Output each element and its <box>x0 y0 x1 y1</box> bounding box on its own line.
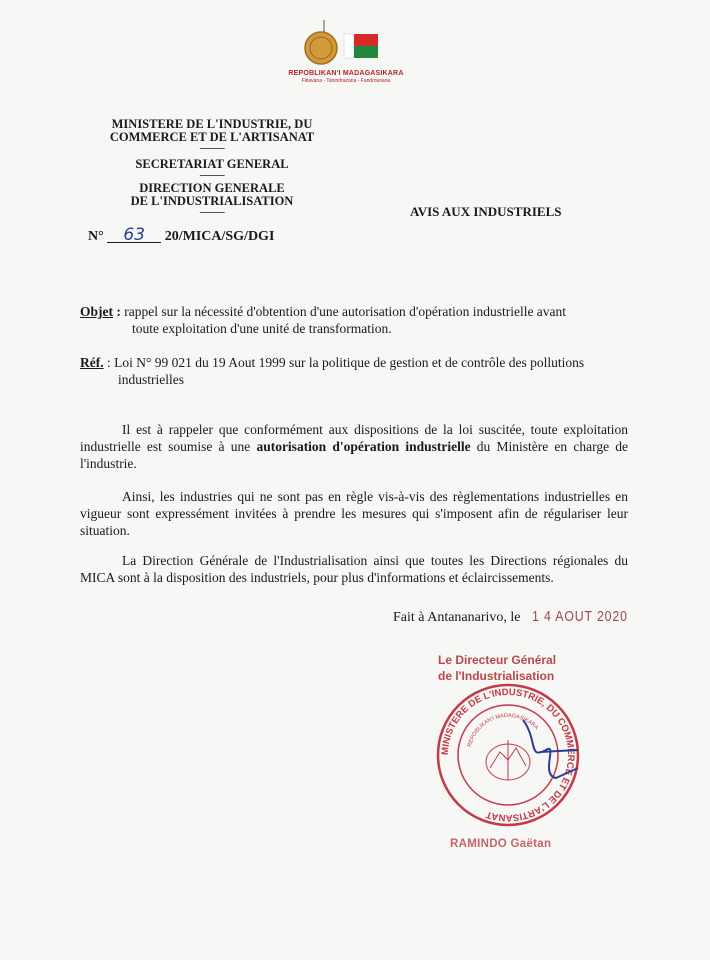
signer-name: RAMINDO Gaëtan <box>450 838 552 850</box>
ministry-name-line1: MINISTERE DE L'INDUSTRIE, DU <box>111 117 313 131</box>
separator: ---------- <box>199 170 225 180</box>
stamp-outer-text: MINISTERE DE L'INDUSTRIE, DU COMMERCE ET DE L'ARTISANAT <box>439 686 577 824</box>
republic-motto: Fitiavana - Tanindrazana - Fandrosoana <box>301 78 391 84</box>
objet-text-line2: toute exploitation d'une unité de transformation. <box>132 321 392 336</box>
ref-section: Réf. : Loi N° 99 021 du 19 Aout 1999 sur la politique de gestion et de contrôle des pollutions industrielles <box>80 354 628 388</box>
number-prefix: N° <box>88 229 104 244</box>
date-stamp: 1 4 AOUT 2020 <box>532 609 628 625</box>
place-date <box>393 609 645 626</box>
ref-text-line1: Loi N° 99 021 du 19 Aout 1999 sur la politique de gestion et de contrôle des pollutions <box>114 355 585 370</box>
signatory-title-line2: de l'Industrialisation <box>438 669 555 683</box>
ref-text-line2: industrielles <box>118 372 184 387</box>
handwritten-number: 63 <box>107 228 161 243</box>
paragraph-1 <box>80 421 628 472</box>
ministry-name-line2: COMMERCE ET DE L'ARTISANAT <box>109 130 315 144</box>
official-stamp <box>428 680 588 830</box>
flag-icon <box>344 34 378 58</box>
objet-label: Objet <box>80 304 113 319</box>
paragraph-1-end: du Ministère en charge de l'industrie. <box>80 439 629 471</box>
direction-name-line2: DE L'INDUSTRIALISATION <box>130 194 294 208</box>
place-text: Fait à Antananarivo, le <box>393 610 521 625</box>
objet-text-line1: rappel sur la nécessité d'obtention d'une autorisation d'opération industrielle avant <box>124 304 567 319</box>
paragraph-2: Ainsi, les industries qui ne sont pas en règle vis-à-vis des règlementations industrielles en vigueur sont expressément invitées à prendre les mesures qui s'imposent afin de régulariser leur situation. <box>80 489 628 538</box>
ministry-header <box>92 118 332 216</box>
signatory-title-line1: Le Directeur Général <box>438 653 557 667</box>
paragraph-1-emphasis: autorisation d'opération industrielle <box>256 439 471 454</box>
republic-name: REPOBLIKAN'I MADAGASIKARA <box>288 70 404 77</box>
paragraph-1-text: Il est à rappeler que conformément aux dispositions de la loi suscitée, toute exploitation industrielle est soumise à une <box>80 422 628 454</box>
direction-name-line1: DIRECTION GENERALE <box>139 181 285 195</box>
document-title: AVIS AUX INDUSTRIELS <box>410 204 562 219</box>
ref-label: Réf. <box>80 355 104 370</box>
stamp-inner-text: REPOBLIKAN'I MADAGASIKARA <box>466 712 540 748</box>
secretariat-name: SECRETARIAT GENERAL <box>135 157 289 171</box>
stamp-emblem <box>486 740 530 780</box>
objet-section: Objet : rappel sur la nécessité d'obtention d'une autorisation d'opération industrielle avant toute exploitation d'une unité de transformation. <box>80 303 628 337</box>
separator: ---------- <box>199 207 225 217</box>
number-suffix: 20/MICA/SG/DGI <box>164 229 275 244</box>
reference-number <box>88 225 275 245</box>
separator: ---------- <box>199 143 225 153</box>
paragraph-3: La Direction Générale de l'Industrialisation ainsi que toutes les Directions régionales du MICA sont à la disposition des industriels, pour plus d'informations et éclaircissements. <box>80 553 628 585</box>
